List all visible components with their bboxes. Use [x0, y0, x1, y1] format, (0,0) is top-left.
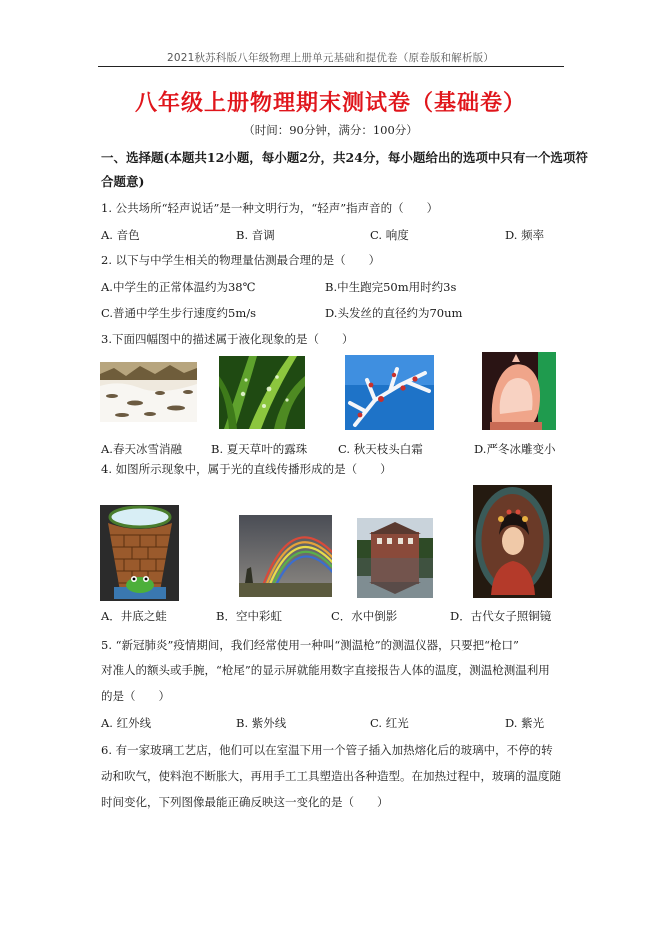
- q5-option-a: A. 红外线: [101, 716, 152, 730]
- frost-branch-image: [345, 355, 434, 430]
- q3-caption-a: A.春天冰雪消融: [101, 442, 182, 456]
- q3-caption-d: D.严冬冰雕变小: [474, 442, 556, 456]
- q1-option-c: C. 响度: [370, 228, 409, 242]
- water-reflection-image: [357, 518, 433, 598]
- q4-caption-c: C．水中倒影: [331, 609, 398, 623]
- exam-title: 八年级上册物理期末测试卷（基础卷）: [134, 90, 526, 116]
- snow-melting-image: [100, 362, 197, 422]
- running-header: 2021秋苏科版八年级物理上册单元基础和提优卷（原卷版和解析版）: [166, 52, 495, 64]
- q1-option-b: B. 音调: [236, 228, 275, 242]
- header-divider: [98, 66, 564, 67]
- question-3-stem: 3.下面四幅图中的描述属于液化现象的是（ ）: [101, 332, 354, 346]
- q2-option-c: C.普通中学生步行速度约5m/s: [101, 306, 257, 320]
- question-6-line-2: 动和吹气，使料泡不断胀大，再用手工工具塑造出各种造型。在加热过程中，玻璃的温度随: [101, 769, 561, 783]
- q1-option-a: A. 音色: [101, 228, 140, 242]
- q2-option-d: D.头发丝的直径约为70um: [325, 306, 463, 320]
- q4-caption-d: D．古代女子照铜镜: [450, 609, 552, 623]
- q1-option-d: D. 频率: [505, 228, 545, 242]
- q5-option-d: D. 紫光: [505, 716, 545, 730]
- q3-caption-b: B. 夏天草叶的露珠: [211, 442, 308, 456]
- q4-caption-b: B．空中彩虹: [216, 609, 282, 623]
- q2-option-a: A.中学生的正常体温约为38℃: [101, 280, 256, 294]
- question-5-line-3: 的是（ ）: [101, 689, 170, 703]
- q4-caption-a: A．井底之蛙: [101, 609, 167, 623]
- section-heading-cont: 合题意): [101, 174, 145, 189]
- frog-in-well-image: [100, 505, 179, 601]
- q3-caption-c: C. 秋天枝头白霜: [338, 442, 423, 456]
- ice-sculpture-image: [482, 352, 556, 430]
- rainbow-image: [239, 515, 332, 597]
- q2-option-b: B.中生跑完50m用时约3s: [325, 280, 457, 294]
- section-heading: 一、选择题(本题共12小题，每小题2分，共24分，每小题给出的选项中只有一个选项符: [101, 150, 588, 165]
- q5-option-c: C. 红光: [370, 716, 409, 730]
- question-5-line-2: 对准人的额头或手腕，“枪尾”的显示屏就能用数字直接报告人体的温度，测温枪测温利用: [101, 663, 550, 677]
- exam-time-info: （时间：90分钟，满分：100分）: [243, 123, 418, 137]
- question-4-stem: 4. 如图所示现象中，属于光的直线传播形成的是（ ）: [101, 462, 392, 476]
- question-5-line-1: 5. “新冠肺炎”疫情期间，我们经常使用一种叫“测温枪”的测温仪器，只要把“枪口”: [101, 638, 519, 652]
- question-2-stem: 2. 以下与中学生相关的物理量估测最合理的是（ ）: [101, 253, 381, 267]
- question-1-stem: 1. 公共场所“轻声说话”是一种文明行为，“轻声”指声音的（ ）: [101, 201, 439, 215]
- q5-option-b: B. 紫外线: [236, 716, 287, 730]
- question-6-line-3: 时间变化，下列图像最能正确反映这一变化的是（ ）: [101, 795, 389, 809]
- bronze-mirror-woman-image: [473, 485, 552, 598]
- question-6-line-1: 6. 有一家玻璃工艺店，他们可以在室温下用一个管子插入加热熔化后的玻璃中，不停的转: [101, 743, 553, 757]
- dewdrop-grass-image: [219, 356, 305, 429]
